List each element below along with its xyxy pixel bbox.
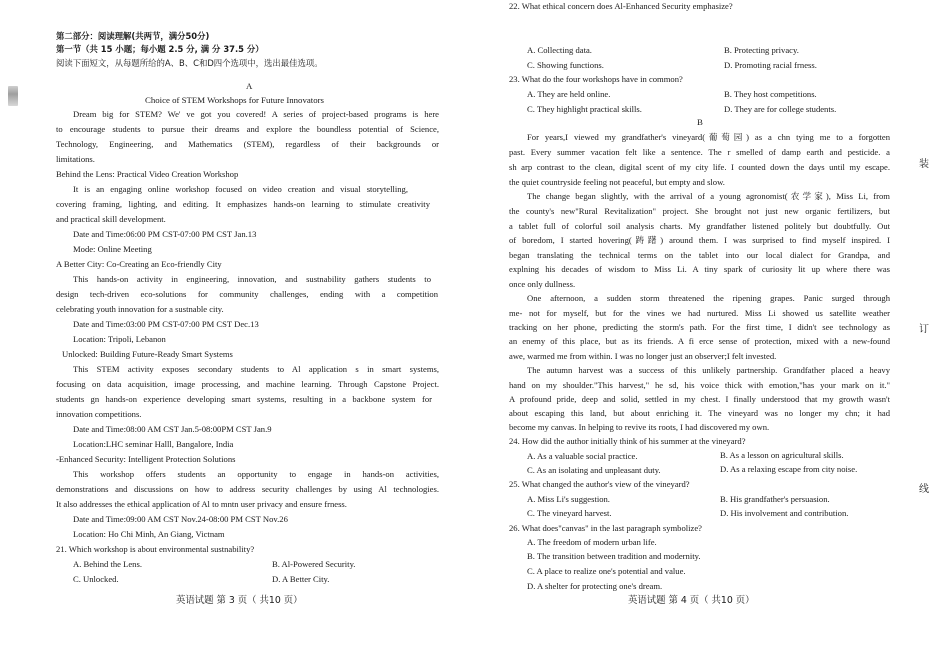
workshop-heading: A Better City: Co-Creating an Eco-friendly City <box>56 259 222 269</box>
para-line: innovation competitions. <box>56 409 142 419</box>
para-line: me- not for myself, but for the vines we had nurtured. Miss Li showed us satellite weather <box>509 308 890 318</box>
q24-option-b: B. As a lesson on agricultural skills. <box>720 450 844 460</box>
mode: Mode: Online Meeting <box>73 244 152 254</box>
para-line: design tech-driven eco-solutions for community challenges, ending with a competition <box>56 289 438 299</box>
q26-option-b: B. The transition between tradition and modernity. <box>527 551 701 561</box>
para-line: For years,I viewed my grandfather's vineyard(葡萄园) as a chn tying me to a forgotten <box>527 132 890 142</box>
para-line: celebrating youth innovation for a sustnable city. <box>56 304 224 314</box>
q21-option-b: B. Al-Powered Security. <box>272 559 356 569</box>
binding-mark-xian: 线 <box>919 484 929 495</box>
q21-option-a: A. Behind the Lens. <box>73 559 142 569</box>
para-line: One afternoon, a sudden storm threatened the ripening grapes. Panic surged through <box>527 293 890 303</box>
section-header: 第二部分：阅读理解(共两节，满分50分) <box>56 31 210 41</box>
q25-option-c: C. The vineyard harvest. <box>527 508 612 518</box>
passage-b-label: B <box>697 117 703 127</box>
para-line: It is an engaging online workshop focused on video creation and visual storytelling, <box>73 184 408 194</box>
para-line: Technology, Engineering, and Mathematics (STEM), regardless of their backgrounds or <box>56 139 439 149</box>
date-time: Date and Time:06:00 PM CST-07:00 PM CST Jan.13 <box>73 229 257 239</box>
para-line: It also addresses the ethical application of Al to mntn user privacy and ensure frness. <box>56 499 347 509</box>
date-time: Date and Time:03:00 PM CST-07:00 PM CST Dec.13 <box>73 319 259 329</box>
binding-mark-zhuang: 装 <box>919 159 929 170</box>
para-line: limitations. <box>56 154 95 164</box>
q22-option-a: A. Collecting data. <box>527 45 592 55</box>
para-line: students gn hands-on experience developing smart systems, resulting in a backbone system for <box>56 394 432 404</box>
para-line: A profound pride, deep and solid, settled in my chest. I finally understood that my growth wasn't <box>509 394 890 404</box>
para-line: covering framing, lighting, and editing. It emphasizes hands-on learning to stimulate creativity <box>56 199 430 209</box>
para-line: sh arp contrast to the clean, digital scent of my city life. I counted down the days until my escape. <box>509 162 890 172</box>
para-line: This hands-on activity in engineering, innovation, and sustnability gathers students to <box>73 274 431 284</box>
q23-option-c: C. They highlight practical skills. <box>527 104 642 114</box>
question-25: 25. What changed the author's view of the vineyard? <box>509 479 690 489</box>
question-26: 26. What does"canvas" in the last paragraph symbolize? <box>509 523 702 533</box>
passage-a-label: A <box>246 81 253 91</box>
date-time: Date and Time:08:00 AM CST Jan.5-08:00PM CST Jan.9 <box>73 424 272 434</box>
para-line: the quiet countryside feeling not peaceful, but empty and slow. <box>509 177 725 187</box>
q24-option-a: A. As a valuable social practice. <box>527 451 638 461</box>
scan-artifact <box>8 86 18 106</box>
q22-option-c: C. Showing functions. <box>527 60 604 70</box>
subsection-header: 第一节（共 15 小题；每小题 2.5 分, 满 分 37.5 分） <box>56 44 264 54</box>
para-line: an enemy of this place, but as its friends. A fi erce sense of protection, mixed with a new-found <box>509 336 890 346</box>
para-line: began translating the technical terms on the tablet into our local dialect for Grandpa, and <box>509 250 890 260</box>
para-line: The autumn harvest was a success of this unlikely partnership. Grandfather placed a heavy <box>527 365 890 375</box>
question-21: 21. Which workshop is about environmental sustnability? <box>56 544 255 554</box>
para-line: and practical skill development. <box>56 214 166 224</box>
q22-option-b: B. Protecting privacy. <box>724 45 799 55</box>
para-line: awe, warmed me from within. I was no longer just an observer;I felt invested. <box>509 351 777 361</box>
q23-option-b: B. They host competitions. <box>724 89 817 99</box>
q25-option-d: D. His involvement and contribution. <box>720 508 849 518</box>
q26-option-c: C. A place to realize one's potential and value. <box>527 566 686 576</box>
question-23: 23. What do the four workshops have in common? <box>509 74 683 84</box>
page-footer-right: 英语试题 第 4 页（ 共10 页） <box>628 595 755 606</box>
para-line: past. Every summer vacation felt like a sentence. The r smelled of damp earth and pesticide. a <box>509 147 890 157</box>
para-line: the county's new"Rural Revitalization" project. She brought not just new organic fertilizers, but <box>509 206 890 216</box>
location: Location: Ho Chi Minh, An Giang, Victnam <box>73 529 225 539</box>
question-24: 24. How did the author initially think of his summer at the vineyard? <box>509 436 746 446</box>
para-line: This workshop offers students an opportunity to engage in hands-on activities, <box>73 469 439 479</box>
q24-option-c: C. As an isolating and unpleasant duty. <box>527 465 661 475</box>
q22-option-d: D. Promoting racial frness. <box>724 60 817 70</box>
para-line: of boredom, I started hovering(踌躇) around them. I was surprised to find myself inspired. I <box>509 235 890 245</box>
q26-option-a: A. The freedom of modern urban life. <box>527 537 657 547</box>
passage-a-title: Choice of STEM Workshops for Future Innovators <box>145 95 324 105</box>
workshop-heading: Behind the Lens: Practical Video Creation Workshop <box>56 169 239 179</box>
page-footer-left: 英语试题 第 3 页（ 共10 页） <box>176 595 303 606</box>
para-line: once only dullness. <box>509 279 576 289</box>
para-line: tracking on her phone, predicting the storm's path. For the first time, I didn't see technology as <box>509 322 890 332</box>
q21-option-c: C. Unlocked. <box>73 574 119 584</box>
date-time: Date and Time:09:00 AM CST Nov.24-08:00 PM CST Nov.26 <box>73 514 288 524</box>
location: Location: Tripoli, Lebanon <box>73 334 166 344</box>
location: Location:LHC seminar Halll, Bangalore, India <box>73 439 234 449</box>
question-22: 22. What ethical concern does Al-Enhanced Security emphasize? <box>509 1 733 11</box>
q24-option-d: D. As a relaxing escape from city noise. <box>720 464 858 474</box>
q23-option-a: A. They are held online. <box>527 89 611 99</box>
para-line: Dream big for STEM? We' ve got you covered! A series of project-based programs is here <box>73 109 439 119</box>
instructions: 阅读下面短文，从每题所给的A、B、C和D四个选项中，选出最佳选项。 <box>56 58 323 68</box>
q21-option-d: D. A Better City. <box>272 574 330 584</box>
para-line: a tablet full of colorful soil analysis charts. My grandfather listened politely but doubtfully. Out <box>509 221 890 231</box>
para-line: focusing on data acquisition, image processing, and machine learning. Through Capstone Project. <box>56 379 439 389</box>
para-line: This STEM activity exposes secondary students to Al application s in smart systems, <box>73 364 439 374</box>
binding-mark-ding: 订 <box>919 324 929 335</box>
para-line: become my canvas. In helping to revive its roots, I had discovered my own. <box>509 422 770 432</box>
para-line: explning his decades of wisdom to Miss Li. A tiny spark of curiosity lit up where there was <box>509 264 890 274</box>
workshop-heading: Unlocked: Building Future-Ready Smart Systems <box>62 349 233 359</box>
workshop-heading: -Enhanced Security: Intelligent Protection Solutions <box>56 454 236 464</box>
para-line: hand on my shoulder."This harvest," he sd, his voice thick with emotion,"has your mark on it." <box>509 380 890 390</box>
para-line: The change began slightly, with the arrival of a young agronomist(农学家), Miss Li, from <box>527 191 890 201</box>
para-line: demonstrations and discussions on how to address security challenges by using Al technologies. <box>56 484 439 494</box>
q23-option-d: D. They are for college students. <box>724 104 837 114</box>
para-line: about escaping this land, but about enriching it. The vineyard was no longer my chn; it had <box>509 408 890 418</box>
para-line: to encourage students to pursue their dreams and explore the boundless potential of Science, <box>56 124 439 134</box>
q25-option-a: A. Miss Li's suggestion. <box>527 494 610 504</box>
q25-option-b: B. His grandfather's persuasion. <box>720 494 830 504</box>
q26-option-d: D. A shelter for protecting one's dream. <box>527 581 663 591</box>
